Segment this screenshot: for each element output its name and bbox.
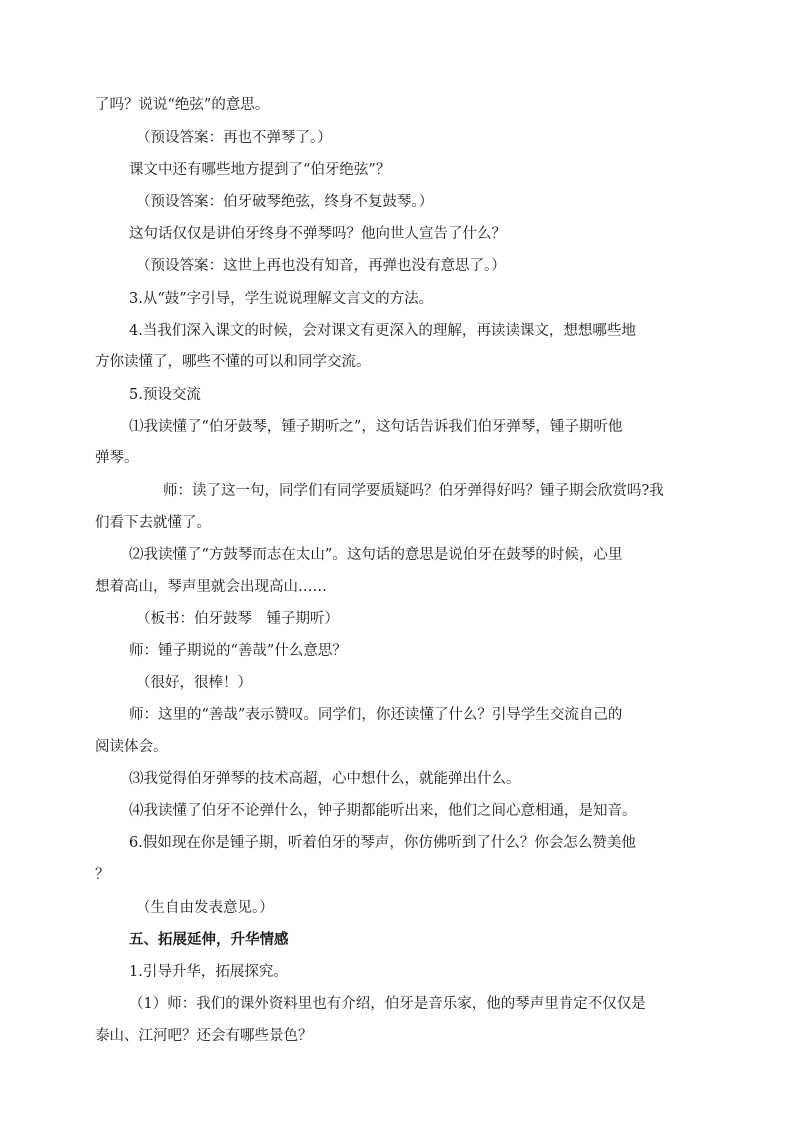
text-line: 课文中还有哪些地方提到了“伯牙绝弦”？ <box>129 162 391 178</box>
text-line: （预设答案：伯牙破琴绝弦，终身不复鼓琴。） <box>136 194 434 210</box>
text-line: ⑵我读懂了“方鼓琴而志在太山”。这句话的意思是说伯牙在鼓琴的时候，心里 <box>129 547 623 563</box>
text-line: 3.从“鼓”字引导，学生说说理解文言文的方法。 <box>129 291 434 307</box>
text-line: 4.当我们深入课文的时候，会对课文有更深入的理解，再读读课文，想想哪些地 <box>129 323 636 339</box>
text-line: （板书：伯牙鼓琴 锺子期听） <box>136 611 339 627</box>
text-line: ⑴我读懂了“伯牙鼓琴，锺子期听之”，这句话告诉我们伯牙弹琴，锺子期听他 <box>129 419 623 435</box>
text-line: 们看下去就懂了。 <box>95 515 211 531</box>
text-line: 了吗？说说“绝弦”的意思。 <box>95 97 270 113</box>
text-line: 弹琴。 <box>95 450 139 466</box>
text-line: 方你读懂了，哪些不懂的可以和同学交流。 <box>95 354 371 370</box>
text-line: 阅读体会。 <box>95 739 168 755</box>
text-line: 师：这里的“善哉”表示赞叹。同学们，你还读懂了什么？引导学生交流自己的 <box>129 707 623 723</box>
text-line: 这句话仅仅是讲伯牙终身不弹琴吗？他向世人宣告了什么？ <box>129 226 506 242</box>
text-line: （很好，很棒！） <box>136 675 252 691</box>
text-line: （生自由发表意见。） <box>136 900 274 916</box>
text-line: 师：读了这一句，同学们有同学要质疑吗？伯牙弹得好吗？锺子期会欣赏吗?我 <box>163 483 664 499</box>
text-line: 想着高山，琴声里就会出现高山…… <box>95 579 327 595</box>
text-line: ⑶我觉得伯牙弹琴的技术高超，心中想什么，就能弹出什么。 <box>129 771 521 787</box>
text-line: 师：锺子期说的“善哉”什么意思？ <box>129 643 347 659</box>
text-line: 5.预设交流 <box>129 387 201 403</box>
text-line: 1.引导升华，拓展探究。 <box>129 964 288 980</box>
text-line: （1）师：我们的课外资料里也有介绍，伯牙是音乐家，他的琴声里肯定不仅仅是 <box>129 996 646 1012</box>
text-line: （预设答案：这世上再也没有知音，再弹也没有意思了。） <box>136 258 506 274</box>
text-line: 泰山、江河吧？还会有哪些景色？ <box>95 1028 313 1044</box>
text-line: ⑷我读懂了伯牙不论弹什么，钟子期都能听出来，他们之间心意相通，是知音。 <box>129 803 637 819</box>
text-line: （预设答案：再也不弹琴了。） <box>136 130 332 146</box>
text-line: 6.假如现在你是锺子期，听着伯牙的琴声，你仿佛听到了什么？你会怎么赞美他 <box>129 835 636 851</box>
text-line: ？ <box>95 867 110 883</box>
section-heading: 五、拓展延伸，升华情感 <box>129 931 289 948</box>
